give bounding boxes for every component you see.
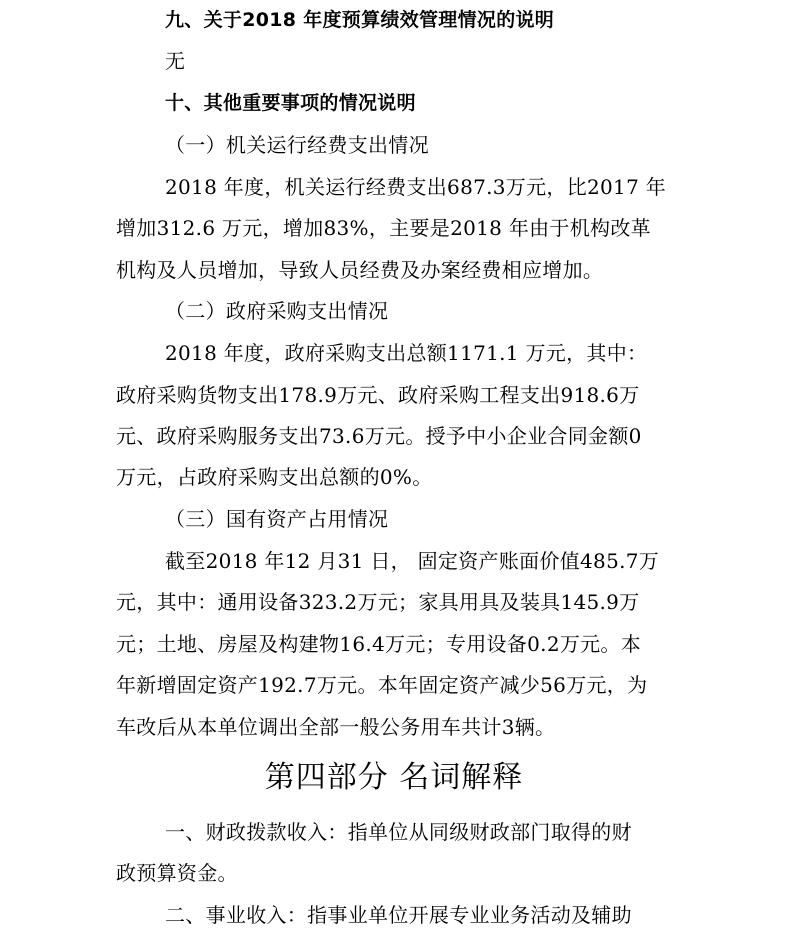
definition-line: 一、财政拨款收入：指单位从同级财政部门取得的财 bbox=[165, 820, 632, 844]
subsection-3-title: （三）国有资产占用情况 bbox=[165, 507, 389, 531]
subsection-1-title: （一）机关运行经费支出情况 bbox=[165, 133, 429, 157]
paragraph-line: 2018 年度，政府采购支出总额1171.1 万元，其中： bbox=[165, 341, 648, 365]
paragraph-line: 增加312.6 万元，增加83%，主要是2018 年由于机构改革 bbox=[116, 216, 651, 240]
paragraph-line: 元，其中：通用设备323.2万元；家具用具及装具145.9万 bbox=[116, 590, 640, 614]
paragraph-line: 万元，占政府采购支出总额的0%。 bbox=[116, 465, 433, 489]
section-9-body: 无 bbox=[165, 49, 186, 73]
paragraph-line: 机构及人员增加，导致人员经费及办案经费相应增加。 bbox=[116, 258, 604, 282]
subsection-2-title: （二）政府采购支出情况 bbox=[165, 299, 389, 323]
paragraph-line: 截至2018 年12 月31 日， 固定资产账面价值485.7万 bbox=[165, 549, 660, 573]
section-9-heading: 九、关于2018 年度预算绩效管理情况的说明 bbox=[165, 9, 555, 31]
paragraph-line: 年新增固定资产192.7万元。本年固定资产减少56万元，为 bbox=[116, 673, 648, 697]
paragraph-line: 政府采购货物支出178.9万元、政府采购工程支出918.6万 bbox=[116, 383, 640, 407]
definition-line: 二、事业收入：指事业单位开展专业业务活动及辅助 bbox=[165, 903, 632, 927]
definition-line: 政预算资金。 bbox=[116, 861, 238, 885]
paragraph-line: 车改后从本单位调出全部一般公务用车共计3辆。 bbox=[116, 715, 556, 739]
paragraph-line: 元；土地、房屋及构建物16.4万元；专用设备0.2万元。本 bbox=[116, 632, 642, 656]
part-4-title: 第四部分 名词解释 bbox=[264, 760, 524, 795]
paragraph-line: 元、政府采购服务支出73.6万元。授予中小企业合同金额0 bbox=[116, 424, 642, 448]
paragraph-line: 2018 年度，机关运行经费支出687.3万元，比2017 年 bbox=[165, 175, 667, 199]
section-10-heading: 十、其他重要事项的情况说明 bbox=[165, 92, 416, 114]
